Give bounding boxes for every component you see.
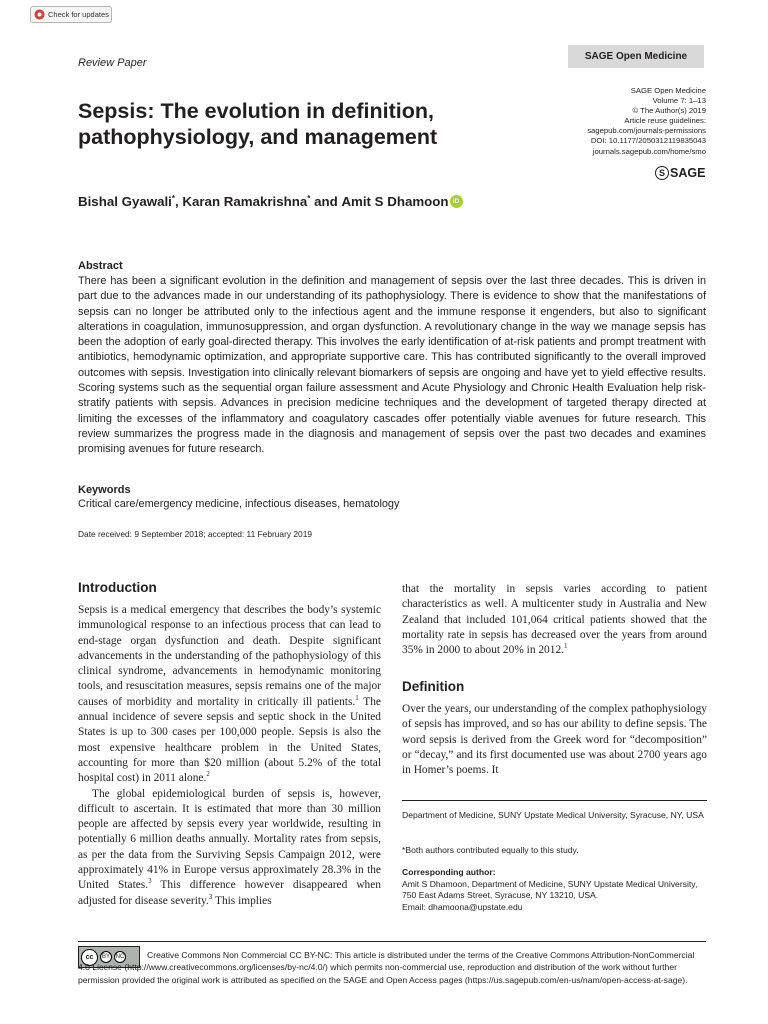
meta-copyright: © The Author(s) 2019	[632, 106, 706, 116]
citation-ref[interactable]: 1	[564, 642, 568, 651]
orcid-icon[interactable]: iD	[450, 195, 463, 208]
definition-heading: Definition	[402, 679, 465, 694]
check-for-updates-label: Check for updates	[48, 10, 109, 19]
corresponding-author-email[interactable]: Email: dhamoona@upstate.edu	[402, 901, 523, 912]
citation-ref[interactable]: 1	[355, 693, 359, 702]
corresponding-author	[402, 867, 707, 913]
keywords-text: Critical care/emergency medicine, infectious diseases, hematology	[78, 498, 400, 510]
footnote-divider	[402, 800, 707, 801]
meta-volume: Volume 7: 1–13	[652, 96, 706, 106]
author-separator: ,	[174, 194, 183, 209]
sage-logo	[655, 166, 705, 180]
journal-name-box: SAGE Open Medicine	[568, 45, 704, 68]
intro-text: This implies	[212, 894, 272, 907]
nc-icon: NC	[114, 951, 126, 963]
author-separator: and	[310, 194, 342, 209]
author-name[interactable]: Amit S Dhamoon	[341, 194, 449, 209]
sage-logo-mark: S	[655, 166, 669, 180]
citation-ref[interactable]: 3	[148, 877, 152, 886]
intro-text: Sepsis is a medical emergency that describes the body’s systemic immunological response to an infectious process that can lead to end-stage organ dysfunction and death. Despite significant advancements in the understanding of the pathophysiology of this clinical syndrome, advancements in hemodynamic monitoring tools, and resuscitation measures, sepsis remains one of the major causes of morbidity and mortality in critically ill patients.	[78, 604, 381, 708]
article-title: Sepsis: The evolution in definition, pathophysiology, and management	[78, 99, 438, 149]
intro-text: This difference however disappeared when adjusted for disease severity.	[78, 879, 381, 907]
equal-contribution-note: *Both authors contributed equally to this study.	[402, 845, 579, 855]
intro-text: that the mortality in sepsis varies according to patient characteristics as well. A multicenter study in Australia and New Zealand that included 101,064 critical patients showed that the mortality rate in sepsis has decreased over the years from around 35% in 2000 to about 20% in 2012.	[402, 583, 707, 657]
cc-icon: cc	[81, 949, 98, 966]
corresponding-author-heading: Corresponding author:	[402, 867, 496, 877]
check-for-updates-badge[interactable]	[30, 6, 112, 23]
author-name[interactable]: Karan Ramakrishna	[182, 194, 308, 209]
by-icon: BY	[100, 951, 112, 963]
meta-doi[interactable]: DOI: 10.1177/2050312119835043	[590, 136, 706, 146]
license-text: Creative Commons Non Commercial CC BY-NC: This article is distributed under the terms of the Creative Commons Attribution-NonCommercial 4.0 License (http://www.creativecommons.org/licenses/by-nc/4.0/) which permits non-commercial use, reproduction and distribution of the work without further permission provided the original work is attributed as specified on the SAGE and Open Access pages (https://us.sagepub.com/en-us/nam/open-access-at-sage).	[78, 950, 695, 985]
citation-ref[interactable]: 3	[208, 892, 213, 901]
meta-reuse: Article reuse guidelines:	[624, 116, 706, 126]
sage-logo-text: SAGE	[670, 166, 706, 180]
keywords-heading: Keywords	[78, 484, 131, 496]
intro-paragraph-2	[78, 787, 381, 909]
article-meta	[587, 86, 706, 157]
introduction-continued	[402, 582, 707, 658]
article-type: Review Paper	[78, 57, 147, 69]
meta-permissions-link[interactable]: sagepub.com/journals-permissions	[587, 126, 706, 136]
introduction-heading: Introduction	[78, 580, 157, 595]
equal-contribution-mark: *	[171, 194, 175, 203]
affiliation-note: Department of Medicine, SUNY Upstate Medical University, Syracuse, NY, USA	[402, 810, 704, 820]
citation-ref[interactable]: 2	[206, 770, 210, 779]
abstract-text: There has been a significant evolution in the definition and management of sepsis over the last three decades. This is driven in part due to the advances made in our understanding of its pathophysiology. There is evidence to show that the manifestations of sepsis can no longer be attributed only to the infectious agent and the immune response it engenders, but also to significant alterations in coagulation, immunosuppression, and organ dysfunction. A revolutionary change in the way we manage sepsis has been the adoption of early goal-directed therapy. This involves the early identification of at-risk patients and prompt treatment with antibiotics, hemodynamic optimization, and appropriate supportive care. This has contributed significantly to the overall improved outcomes with sepsis. Investigation into clinically relevant biomarkers of sepsis are ongoing and have yet to yield effective results. Scoring systems such as the sequential organ failure assessment and Acute Physiology and Chronic Health Evaluation help risk-stratify patients with sepsis. Advances in precision medicine techniques and the development of targeted therapy directed at limiting the excesses of the inflammatory and coagulatory cascades offer potentially viable avenues for future research. This review summarizes the progress made in the diagnosis and management of sepsis over the past two decades and examines promising avenues for future research.	[78, 275, 706, 456]
meta-journal-link[interactable]: journals.sagepub.com/home/smo	[592, 146, 706, 156]
equal-contribution-mark: *	[307, 194, 311, 203]
intro-text: The annual incidence of severe sepsis and septic shock in the United States is up to 300 cases per 100,000 people. Sepsis is also the most expensive healthcare problem in the United States, accounting for more than $20 million (about 5.2% of the total hospital cost) in 2011 alone.	[78, 695, 381, 785]
date-received: Date received: 9 September 2018; accepted: 11 February 2019	[78, 529, 313, 539]
definition-body	[402, 702, 707, 778]
intro-paragraph-1	[78, 603, 381, 787]
abstract-heading: Abstract	[78, 260, 123, 272]
intro-text: The global epidemiological burden of sepsis is, however, difficult to ascertain. It is estimated that more than 30 million people are affected by sepsis every year worldwide, resulting in potentially 6 million deaths annually. Mortality rates from sepsis, as per the data from the Surviving Sepsis Campaign 2012, were approximately 41% in Europe versus approximately 28.3% in the United States.	[78, 787, 381, 892]
introduction-body	[78, 603, 381, 909]
author-list	[78, 194, 463, 209]
corresponding-author-address: Amit S Dhamoon, Department of Medicine, SUNY Upstate Medical University, 750 East Adams Street, Syracuse, NY 13210, USA.	[402, 878, 698, 901]
author-name[interactable]: Bishal Gyawali	[78, 194, 172, 209]
license-divider	[78, 941, 706, 942]
definition-paragraph: Over the years, our understanding of the complex pathophysiology of sepsis has improved, and so has our ability to define sepsis. The word sepsis is derived from the Greek word for “decomposition” or “decay,” and its first documented use was about 2700 years ago in Homer’s poems. It	[402, 703, 707, 777]
meta-journal: SAGE Open Medicine	[630, 86, 706, 95]
crossmark-icon	[34, 9, 45, 20]
